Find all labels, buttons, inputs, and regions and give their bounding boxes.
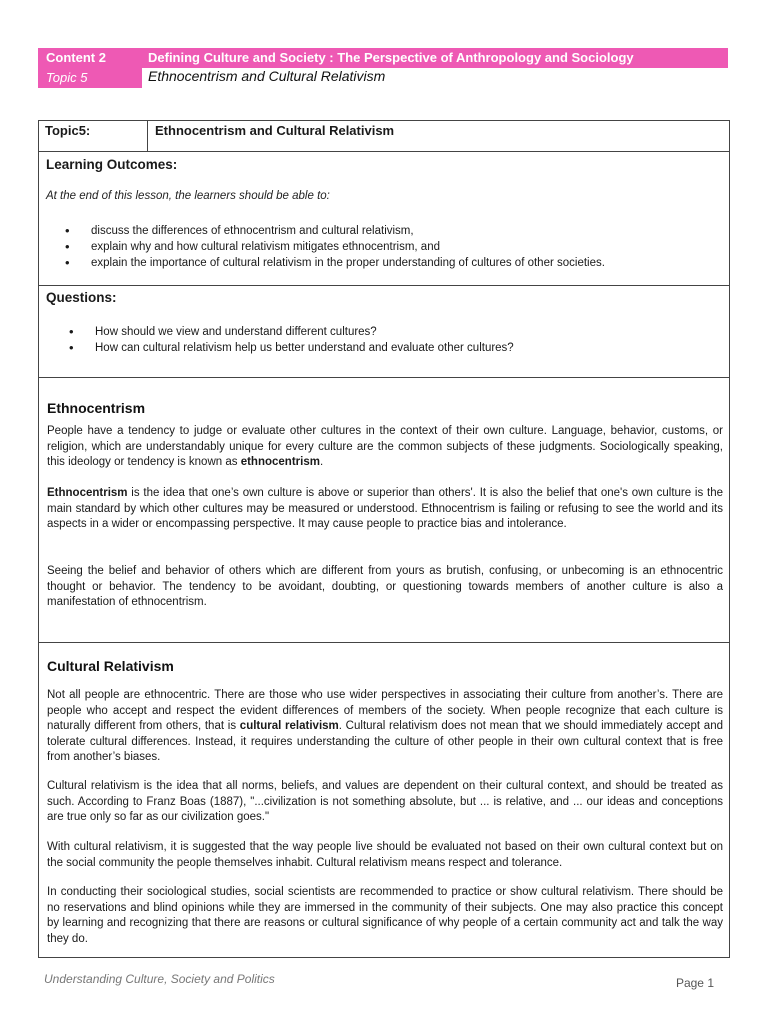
topic-row [39,121,729,152]
cultural-relativism-paragraph-4: In conducting their sociological studies, social scientists are recommended to practice or show cultural relativism. There should be no reservations and blind opinions while they are immersed in the community of their subjects. One may also practice this concept by learning and recognizing that there are reasons or cultural significance of why people of a certain community act and talk the way they do. [47,886,723,945]
text-run: is the idea that one’s own culture is above or superior than others'. It is also the belief that one's own culture is the main standard by which other cultures may be measured or understood. Ethnocentrism is failing or refusing to see the world and its aspects in a wider or encompassing perspective. It may cause people to practice bias and intolerance. [47,487,723,530]
ethnocentrism-box [38,378,730,643]
text-run: . Cultural relativism does not mean that we should immediately accept and tolerate cultural differences. Instead, it requires understanding the culture of other people in their own cultural context that is free from another’s biases. [47,720,723,763]
questions-list [69,324,514,356]
list-item: • How can cultural relativism help us better understand and evaluate other cultures? [69,340,514,356]
list-item: • explain the importance of cultural relativism in the proper understanding of cultures of other societies. [65,255,605,271]
lesson-overview-box [38,120,730,378]
list-item: • explain why and how cultural relativism mitigates ethnocentrism, and [65,239,605,255]
ethnocentrism-paragraph-1 [47,424,723,471]
cultural-relativism-paragraph-2: Cultural relativism is the idea that all norms, beliefs, and values are dependent on their cultural context, and should be treated as such. According to Franz Boas (1887), "...civilization is not something absolute, but ... is relative, and ... our ideas and conceptions are true only so far as our civilization goes." [47,780,723,823]
list-item: • How should we view and understand different cultures? [69,324,514,340]
list-item: • discuss the differences of ethnocentrism and cultural relativism, [65,223,605,239]
questions-heading: Questions: [46,290,117,305]
content-label: Content 2 [46,50,106,65]
cultural-relativism-paragraph-3: With cultural relativism, it is suggested that the way people live should be evaluated not based on their own cultural context but on the social community the people themselves inhabit. Cultural relativism means respect and tolerance. [47,841,723,869]
footer-course-title: Understanding Culture, Society and Politics [44,972,275,986]
ethnocentrism-paragraph-3: Seeing the belief and behavior of others which are different from yours as brutish, confusing, or unbecoming is an ethnocentric thought or behavior. The tendency to be avoidant, doubting, or questioning towards members of another culture is also a manifestation of ethnocentrism. [47,565,723,608]
questions-section [39,285,729,379]
topic-title: Ethnocentrism and Cultural Relativism [148,68,386,84]
text-run: Not all people are ethnocentric. There are those who use wider perspectives in associating their culture from another’s. There are people who accept and respect the evident differences of members of the society. When people recognize that each culture is naturally different from others, that is [47,689,723,732]
text-run: People have a tendency to judge or evaluate other cultures in the context of their own culture. Language, behavior, customs, or religion, which are understandably unique for every culture are the common subjects of these judgments. Sociologically speaking, this ideology or tendency is known as [47,425,723,468]
content-title: Defining Culture and Society : The Perspective of Anthropology and Sociology [148,50,634,65]
topic-cell-label: Topic5: [39,121,148,151]
learning-outcomes-heading: Learning Outcomes: [46,157,178,172]
bold-term: Ethnocentrism [47,487,128,499]
page-number: Page 1 [675,976,714,990]
bold-term: cultural relativism [239,720,339,732]
learning-outcomes-intro: At the end of this lesson, the learners should be able to: [46,190,330,202]
topic-cell-title: Ethnocentrism and Cultural Relativism [155,123,395,138]
header-bar [38,48,728,68]
ethnocentrism-paragraph-2 [47,486,723,533]
cultural-relativism-heading: Cultural Relativism [47,658,174,674]
bold-term: ethnocentrism [240,456,320,468]
text-run: . [319,456,324,468]
header-subbar [38,68,728,88]
cultural-relativism-box [38,643,730,958]
topic-label: Topic 5 [38,68,142,88]
ethnocentrism-heading: Ethnocentrism [47,400,146,416]
learning-outcomes-list [65,223,605,271]
cultural-relativism-paragraph-1 [47,688,723,766]
